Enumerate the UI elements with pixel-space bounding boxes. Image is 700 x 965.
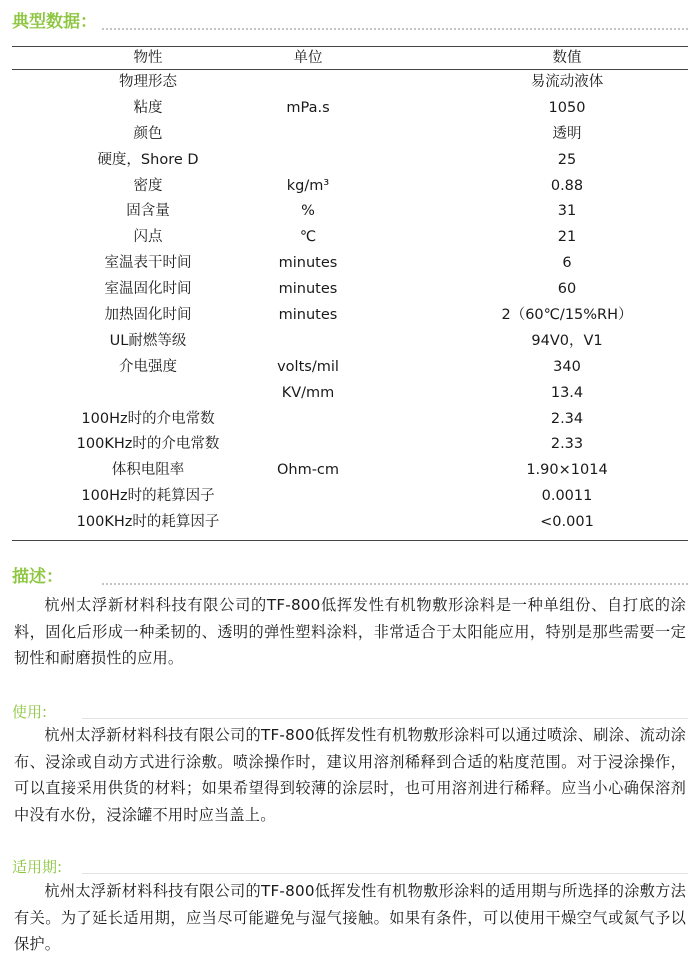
property-cell: 闪点 [133,229,163,246]
table-row [12,251,688,277]
pot-life-header [12,855,688,879]
unit-cell: kg/m³ [286,177,330,194]
property-cell: 室温固化时间 [104,281,192,298]
table-row [12,510,688,536]
section-divider [102,28,688,30]
value-cell: 13.4 [550,384,584,401]
table-row [12,355,688,381]
property-cell: 100Hz时的介电常数 [81,410,215,427]
table-row [12,199,688,225]
header-property: 物性 [133,50,163,66]
unit-cell: % [301,203,315,220]
table-row [12,96,688,122]
value-cell: 6 [562,255,572,272]
value-cell: 340 [553,358,581,375]
value-cell: 60 [557,281,577,298]
table-row [12,458,688,484]
unit-cell: ℃ [299,229,317,246]
value-cell: 94V0，V1 [531,332,603,349]
table-row [12,70,688,96]
property-cell: 固含量 [126,203,170,220]
value-cell: 0.88 [550,177,584,194]
table-row [12,225,688,251]
property-cell: 粘度 [133,99,163,116]
usage-title: 使用: [12,703,48,721]
section-divider [102,583,688,585]
value-cell: 25 [557,151,577,168]
usage-header [12,700,688,724]
unit-cell: minutes [278,255,338,272]
property-cell: UL耐燃等级 [109,332,187,349]
description-header [12,565,688,589]
value-cell: 易流动液体 [530,74,604,90]
section-divider [82,873,688,874]
usage-text: 杭州太浮新材料科技有限公司的TF-800低挥发性有机物敷形涂料可以通过喷涂、刷涂、流动涂布、浸涂或自动方式进行涂敷。喷涂操作时，建议用溶剂稀释到合适的粘度范围。对于浸涂操作，可以直接采用供货的材料；如果希望得到较薄的涂层时，也可用溶剂进行稀释。应当小心确保溶剂中没有水份，浸涂罐不用时应当盖上。 [14,726,686,824]
property-cell: 100Hz时的耗算因子 [81,488,215,505]
table-row [12,174,688,200]
header-value: 数值 [552,50,582,66]
unit-cell: volts/mil [277,358,339,375]
property-cell: 100KHz时的介电常数 [76,436,220,453]
property-cell: 密度 [133,177,163,194]
property-cell: 室温表干时间 [104,255,192,272]
properties-table [12,46,688,541]
property-cell: 介电强度 [119,358,177,375]
value-cell: 1.90×1014 [526,462,608,479]
property-cell: 颜色 [133,125,163,142]
table-row [12,381,688,407]
table-row [12,303,688,329]
unit-cell: Ohm-cm [276,462,340,479]
table-row [12,407,688,433]
table-row [12,484,688,510]
unit-cell: mPa.s [286,99,330,116]
property-cell: 加热固化时间 [104,307,192,324]
value-cell: 21 [557,229,577,246]
pot-life-text: 杭州太浮新材料科技有限公司的TF-800低挥发性有机物敷形涂料的适用期与所选择的涂敷方法有关。为了延长适用期，应当尽可能避免与湿气接触。如果有条件，可以使用干燥空气或氮气予以保护。 [14,882,686,953]
table-header [12,46,688,70]
description-title: 描述： [12,567,63,587]
data-section-title: 典型数据： [12,12,97,32]
unit-cell: minutes [278,281,338,298]
table-row [12,277,688,303]
section-divider [82,718,688,719]
value-cell: 2（60℃/15%RH） [501,307,633,324]
property-cell: 物理形态 [119,74,177,90]
pot-life-title: 适用期: [12,858,63,876]
table-row [12,148,688,174]
property-cell: 硬度，Shore D [97,151,199,168]
value-cell: 2.33 [550,436,584,453]
value-cell: 2.34 [550,410,584,427]
data-section-header [12,10,688,34]
table-row [12,432,688,458]
unit-cell: KV/mm [281,384,335,401]
value-cell: 1050 [548,99,586,116]
table-row [12,122,688,148]
property-cell: 体积电阻率 [111,462,185,479]
table-row [12,329,688,355]
value-cell: 31 [557,203,577,220]
description-text: 杭州太浮新材料科技有限公司的TF-800低挥发性有机物敷形涂料是一种单组份、自打底的涂料，固化后形成一种柔韧的、透明的弹性塑料涂料，非常适合于太阳能应用，特别是那些需要一定韧性和耐磨损性的应用。 [14,596,686,667]
value-cell: <0.001 [540,514,594,531]
header-unit: 单位 [293,50,323,66]
table-bottom-rule [12,540,688,541]
value-cell: 透明 [552,125,582,142]
value-cell: 0.0011 [541,488,593,505]
table-body [12,70,688,536]
property-cell: 100KHz时的耗算因子 [76,514,220,531]
unit-cell: minutes [278,307,338,324]
